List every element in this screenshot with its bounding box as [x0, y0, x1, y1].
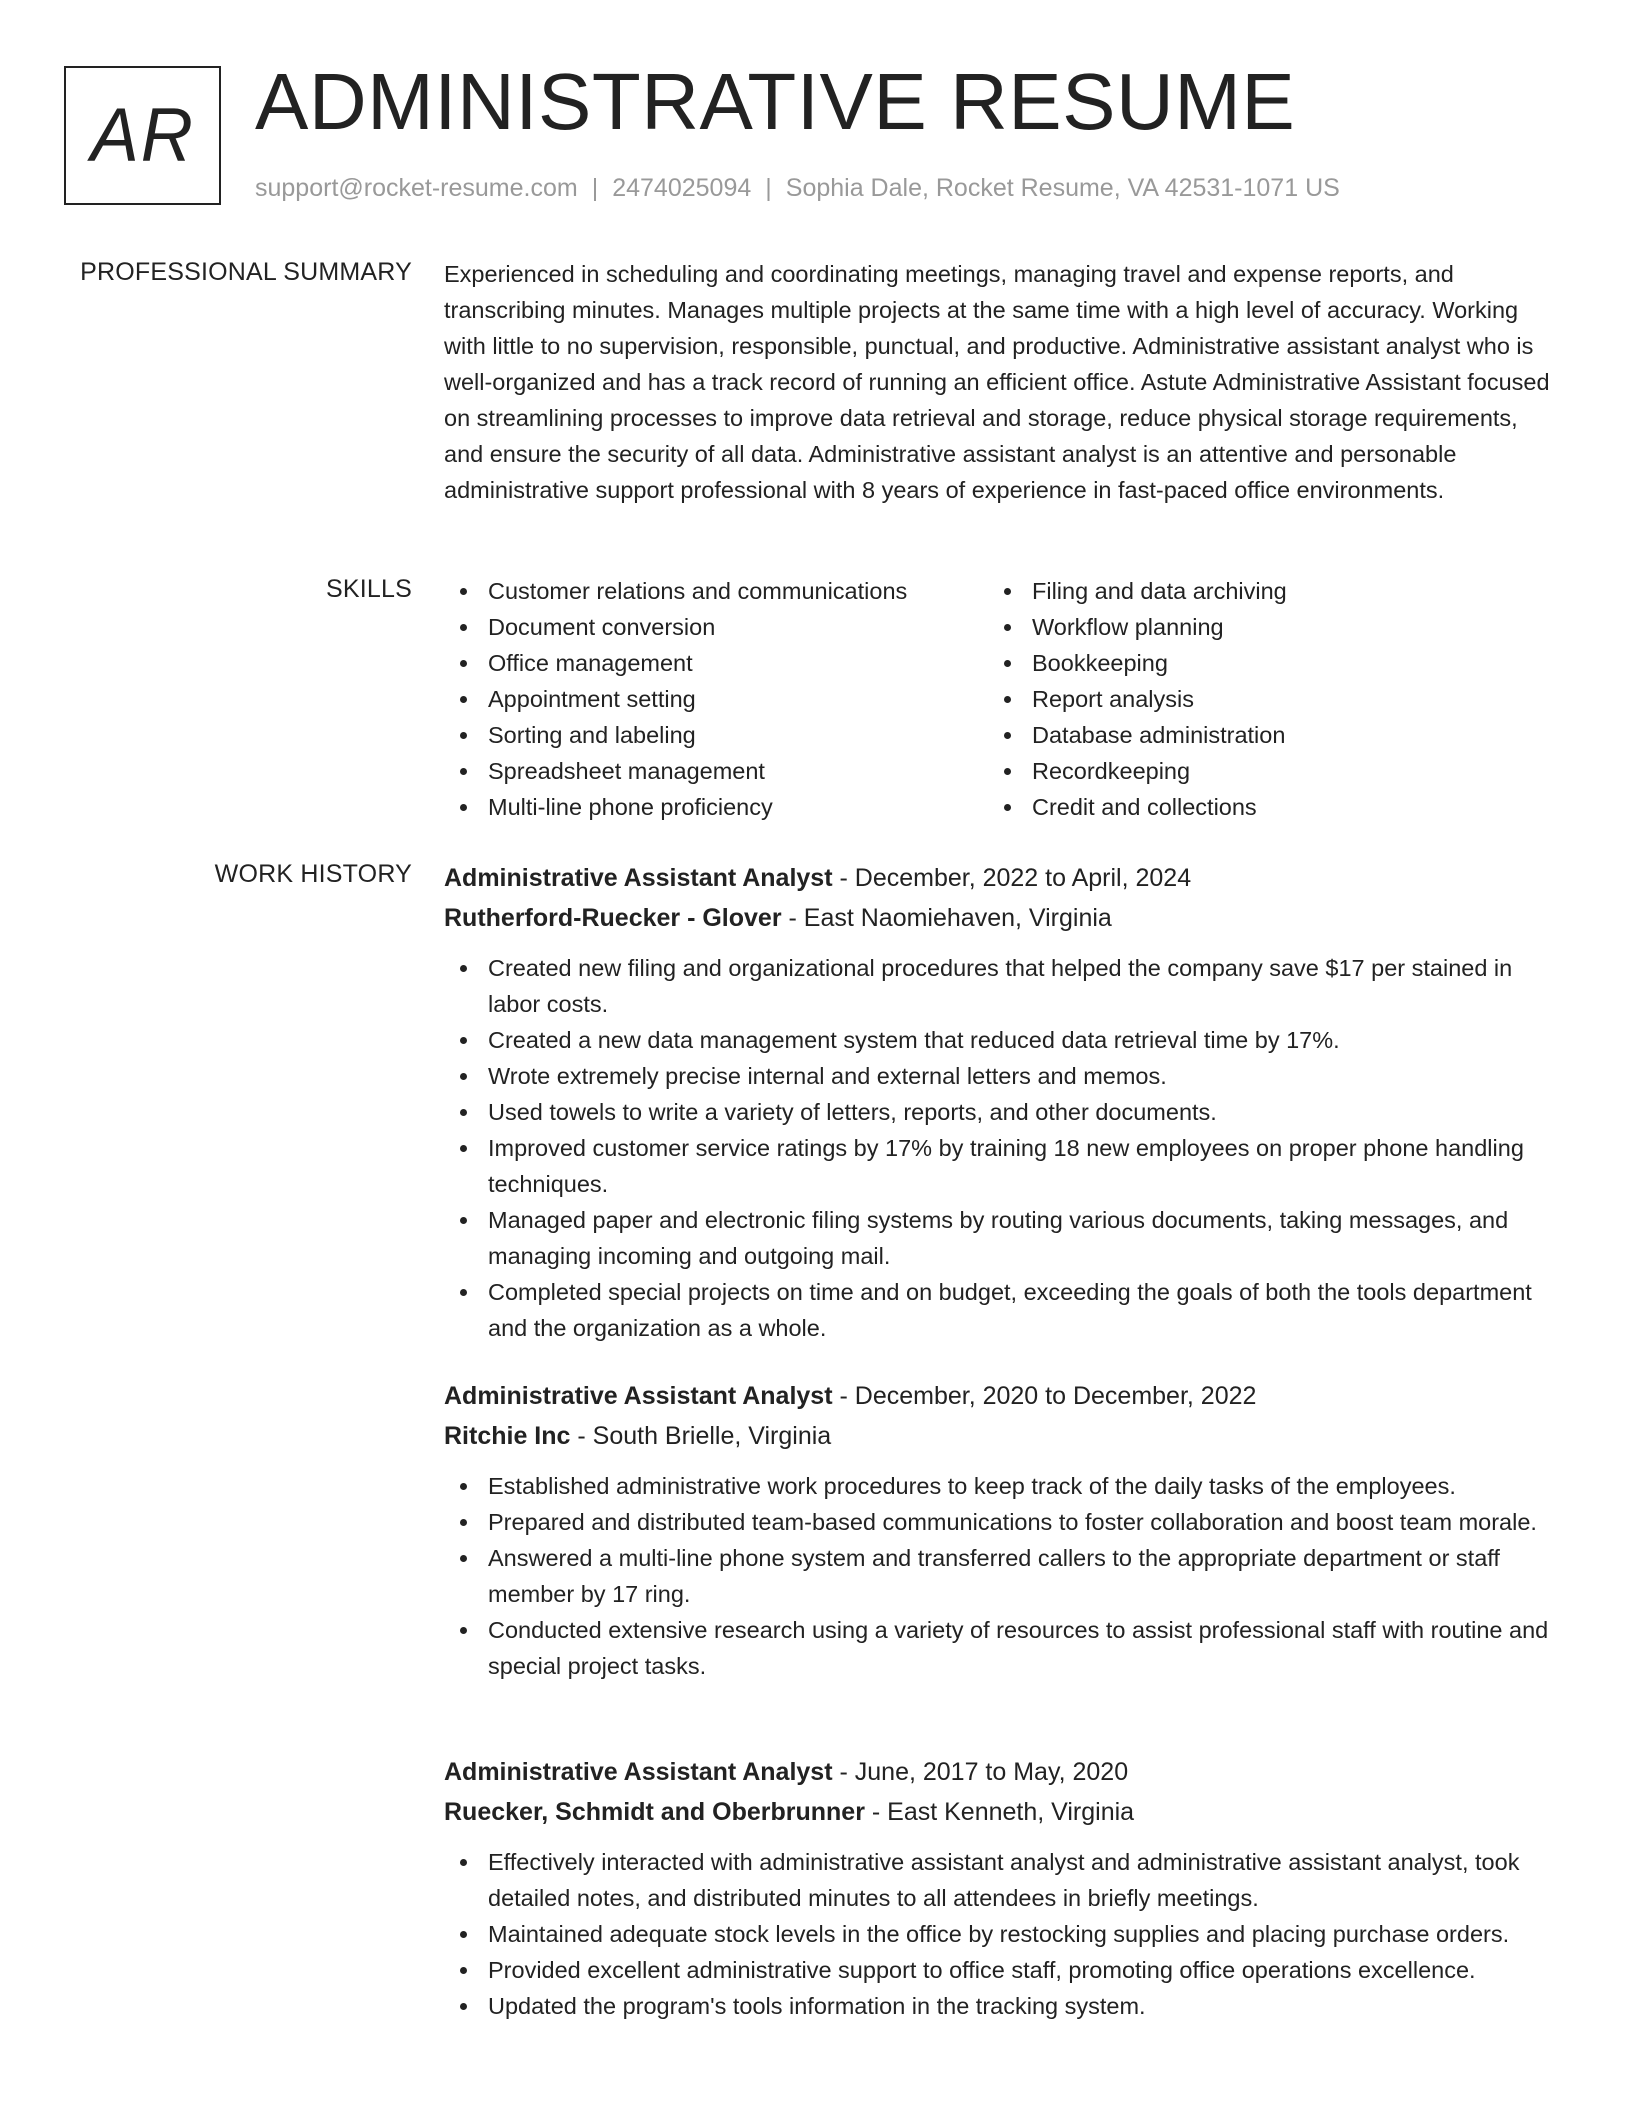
job-title: Administrative Assistant Analyst — [444, 864, 833, 892]
skill-item: Database administration — [988, 717, 1548, 753]
resume-title: ADMINISTRATIVE RESUME — [255, 57, 1296, 146]
job-bullet-item: Conducted extensive research using a variety of resources to assist professional staff with routine and special project tasks. — [444, 1612, 1552, 1684]
job-bullet-item: Created new filing and organizational procedures that helped the company save $17 per stained in labor costs. — [444, 950, 1552, 1022]
summary-body — [444, 256, 1552, 508]
job-location: - East Kenneth, Virginia — [864, 1798, 1135, 1826]
job-entry — [444, 1376, 1552, 1684]
job-bullet-item: Prepared and distributed team-based communications to foster collaboration and boost team morale. — [444, 1504, 1552, 1540]
job-bullet-item: Updated the program's tools information in the tracking system. — [444, 1988, 1552, 2024]
job-title-line — [444, 858, 1552, 898]
job-bullet-item: Managed paper and electronic filing systems by routing various documents, taking messages, and managing incoming and outgoing mail. — [444, 1202, 1552, 1274]
job-company-line — [444, 1416, 1552, 1456]
skills-right-list — [988, 573, 1548, 825]
skill-item: Bookkeeping — [988, 645, 1548, 681]
job-company-line — [444, 898, 1552, 938]
job-company: Rutherford-Ruecker - Glover — [444, 904, 782, 932]
job-bullet-item: Improved customer service ratings by 17% by training 18 new employees on proper phone handling techniques. — [444, 1130, 1552, 1202]
job-title: Administrative Assistant Analyst — [444, 1758, 833, 1786]
skill-item: Office management — [444, 645, 984, 681]
job-bullet-item: Established administrative work procedures to keep track of the daily tasks of the employees. — [444, 1468, 1552, 1504]
skill-item: Workflow planning — [988, 609, 1548, 645]
job-bullet-item: Wrote extremely precise internal and external letters and memos. — [444, 1058, 1552, 1094]
contact-address: Sophia Dale, Rocket Resume, VA 42531-1071 US — [785, 174, 1340, 202]
skills-label: SKILLS — [326, 575, 412, 603]
summary-label: PROFESSIONAL SUMMARY — [80, 258, 412, 286]
job-company: Ritchie Inc — [444, 1422, 571, 1450]
job-title: Administrative Assistant Analyst — [444, 1382, 833, 1410]
contact-line — [255, 174, 1340, 203]
job-bullet-item: Completed special projects on time and on budget, exceeding the goals of both the tools department and the organization as a whole. — [444, 1274, 1552, 1346]
skill-item: Customer relations and communications — [444, 573, 984, 609]
job-location: - South Brielle, Virginia — [570, 1422, 832, 1450]
contact-separator: | — [765, 174, 772, 202]
job-company-line — [444, 1792, 1552, 1832]
job-company: Ruecker, Schmidt and Oberbrunner — [444, 1798, 865, 1826]
job-bullet-item: Effectively interacted with administrative assistant analyst and administrative assistant analyst, took detailed notes, and distributed minutes to all attendees in briefly meetings. — [444, 1844, 1552, 1916]
job-bullet-item: Created a new data management system that reduced data retrieval time by 17%. — [444, 1022, 1552, 1058]
skill-item: Recordkeeping — [988, 753, 1548, 789]
job-entry — [444, 858, 1552, 1346]
job-entry — [444, 1752, 1552, 2024]
contact-separator: | — [591, 174, 599, 202]
job-bullet-item: Answered a multi-line phone system and transferred callers to the appropriate department or staff member by 17 ring. — [444, 1540, 1552, 1612]
job-bullet-item: Used towels to write a variety of letters, reports, and other documents. — [444, 1094, 1552, 1130]
job-bullets — [444, 1844, 1552, 2024]
skill-item: Spreadsheet management — [444, 753, 984, 789]
job-bullets — [444, 950, 1552, 1346]
contact-email: support@rocket-resume.com — [255, 174, 578, 202]
job-title-line — [444, 1376, 1552, 1416]
skill-item: Multi-line phone proficiency — [444, 789, 984, 825]
work-history-label: WORK HISTORY — [214, 860, 412, 888]
contact-phone: 2474025094 — [612, 174, 752, 202]
job-title-line — [444, 1752, 1552, 1792]
skills-left-list — [444, 573, 984, 825]
skill-item: Filing and data archiving — [988, 573, 1548, 609]
job-dates: - December, 2022 to April, 2024 — [832, 864, 1192, 892]
skill-item: Credit and collections — [988, 789, 1548, 825]
job-bullets — [444, 1468, 1552, 1684]
job-bullet-item: Provided excellent administrative support to office staff, promoting office operations excellence. — [444, 1952, 1552, 1988]
skill-item: Appointment setting — [444, 681, 984, 717]
job-dates: - December, 2020 to December, 2022 — [832, 1382, 1257, 1410]
skill-item: Sorting and labeling — [444, 717, 984, 753]
skill-item: Document conversion — [444, 609, 984, 645]
job-bullet-item: Maintained adequate stock levels in the office by restocking supplies and placing purchase orders. — [444, 1916, 1552, 1952]
skill-item: Report analysis — [988, 681, 1548, 717]
monogram-initials: AR — [90, 93, 195, 178]
job-dates: - June, 2017 to May, 2020 — [832, 1758, 1129, 1786]
summary-text: Experienced in scheduling and coordinating meetings, managing travel and expense reports, and transcribing minutes. Manages multiple projects at the same time with a high level of accuracy. Working with little to no supervision, responsible, punctual, and productive. Administrative assistant analyst who is well-organized and has a track record of running an efficient office. Astute Administrative Assistant focused on streamlining processes to improve data retrieval and storage, reduce physical storage requirements, and ensure the security of all data. Administrative assistant analyst is an attentive and personable administrative support professional with 8 years of experience in fast-paced office environments. — [444, 261, 1550, 503]
job-location: - East Naomiehaven, Virginia — [781, 904, 1112, 932]
monogram-box — [64, 66, 221, 205]
